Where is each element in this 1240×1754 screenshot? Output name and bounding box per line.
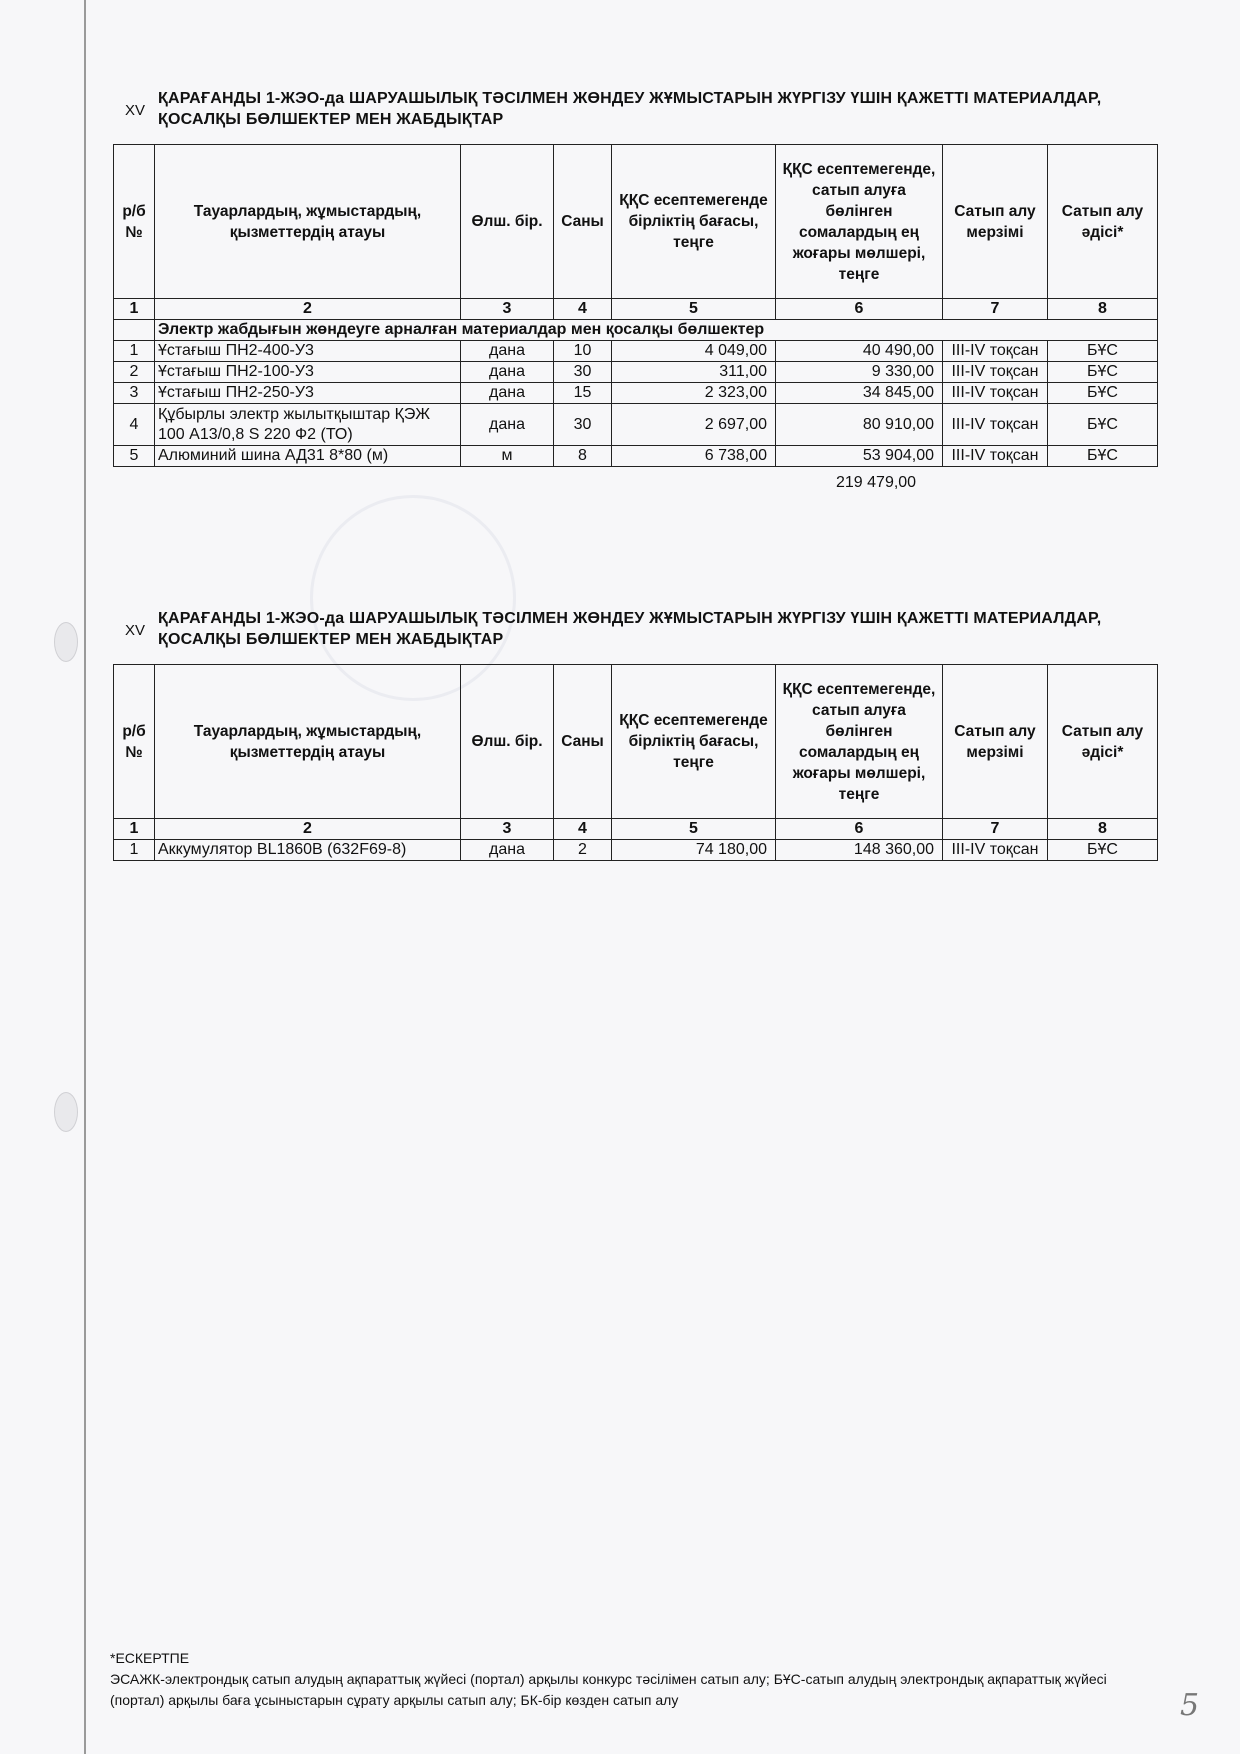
cell-price: 2 697,00 (612, 404, 776, 446)
section-title: ҚАРАҒАНДЫ 1-ЖЭО-да ШАРУАШЫЛЫҚ ТӘСІЛМЕН ЖӨНДЕУ ЖҰМЫСТАРЫН ЖҮРГІЗУ ҮШІН ҚАЖЕТТІ МАТЕРИАЛДАР, ҚОСАЛҚЫ БӨЛШЕКТЕР МЕН ЖАБДЫҚТАР (158, 90, 1102, 128)
cell-no: 5 (114, 446, 155, 467)
cell-unit: дана (461, 840, 554, 861)
punch-hole (54, 622, 78, 662)
col-header-qty: Саны (554, 145, 612, 299)
cell-no: 3 (114, 383, 155, 404)
col-number: 1 (114, 299, 155, 320)
table-row (114, 840, 1158, 861)
cell-sum: 34 845,00 (776, 383, 943, 404)
cell-method: БҰС (1048, 341, 1158, 362)
col-number: 2 (155, 819, 461, 840)
cell-no: 4 (114, 404, 155, 446)
col-number: 7 (943, 819, 1048, 840)
section-roman-number: XV (125, 102, 146, 119)
binding-margin-line (84, 0, 86, 1754)
col-header-price: ҚҚС есептемегенде бірліктің бағасы, теңге (612, 665, 776, 819)
col-number: 2 (155, 299, 461, 320)
cell-price: 6 738,00 (612, 446, 776, 467)
cell-unit: дана (461, 404, 554, 446)
col-header-no: р/б № (114, 665, 155, 819)
cell-name: Алюминий шина АД31 8*80 (м) (155, 446, 461, 467)
section-title: ҚАРАҒАНДЫ 1-ЖЭО-да ШАРУАШЫЛЫҚ ТӘСІЛМЕН ЖӨНДЕУ ЖҰМЫСТАРЫН ЖҮРГІЗУ ҮШІН ҚАЖЕТТІ МАТЕРИАЛДАР, ҚОСАЛҚЫ БӨЛШЕКТЕР МЕН ЖАБДЫҚТАР (158, 610, 1102, 648)
cell-unit: дана (461, 362, 554, 383)
group-spacer (114, 320, 155, 341)
col-number: 6 (776, 819, 943, 840)
cell-term: III-IV тоқсан (943, 404, 1048, 446)
cell-term: III-IV тоқсан (943, 446, 1048, 467)
cell-no: 1 (114, 341, 155, 362)
cell-method: БҰС (1048, 404, 1158, 446)
col-number: 6 (776, 299, 943, 320)
cell-method: БҰС (1048, 383, 1158, 404)
cell-no: 1 (114, 840, 155, 861)
col-header-unit: Өлш. бір. (461, 665, 554, 819)
col-header-name: Тауарлардың, жұмыстардың, қызметтердің атауы (155, 665, 461, 819)
section-1-total: 219 479,00 (836, 474, 917, 491)
col-number: 4 (554, 819, 612, 840)
cell-qty: 8 (554, 446, 612, 467)
column-number-row (114, 299, 1158, 320)
table-row (114, 383, 1158, 404)
col-header-method: Сатып алу әдісі* (1048, 145, 1158, 299)
footnote-text: ЭСАЖК-электрондық сатып алудың ақпараттық жүйесі (портал) арқылы конкурс тәсілімен сатып алу; БҰС-сатып алудың электрондық ақпараттық жүйесі (портал) арқылы баға ұсыныстарын сұрату арқылы сатып алу; БК-бір көзден сатып алу (110, 1671, 1107, 1708)
cell-qty: 2 (554, 840, 612, 861)
col-header-term: Сатып алу мерзімі (943, 665, 1048, 819)
section-2-header (113, 608, 1157, 664)
section-1 (113, 88, 1157, 467)
cell-price: 311,00 (612, 362, 776, 383)
cell-name: Аккумулятор BL1860B (632F69-8) (155, 840, 461, 861)
materials-table-2 (113, 664, 1158, 861)
col-header-sum: ҚҚС есептемегенде, сатып алуға бөлінген сомалардың ең жоғары мөлшері, теңге (776, 145, 943, 299)
cell-qty: 10 (554, 341, 612, 362)
cell-name: Ұстағыш ПН2-400-У3 (155, 341, 461, 362)
col-number: 8 (1048, 299, 1158, 320)
column-number-row (114, 819, 1158, 840)
cell-term: III-IV тоқсан (943, 383, 1048, 404)
footnote-label: *ЕСКЕРТПЕ (110, 1650, 190, 1666)
col-header-unit: Өлш. бір. (461, 145, 554, 299)
col-number: 5 (612, 299, 776, 320)
cell-no: 2 (114, 362, 155, 383)
cell-sum: 9 330,00 (776, 362, 943, 383)
group-title: Электр жабдығын жөндеуге арналған материалдар мен қосалқы бөлшектер (155, 320, 1158, 341)
cell-qty: 30 (554, 362, 612, 383)
cell-qty: 15 (554, 383, 612, 404)
col-number: 7 (943, 299, 1048, 320)
cell-term: III-IV тоқсан (943, 362, 1048, 383)
cell-sum: 53 904,00 (776, 446, 943, 467)
col-header-term: Сатып алу мерзімі (943, 145, 1048, 299)
cell-qty: 30 (554, 404, 612, 446)
cell-sum: 80 910,00 (776, 404, 943, 446)
col-number: 1 (114, 819, 155, 840)
cell-method: БҰС (1048, 446, 1158, 467)
col-header-no: р/б № (114, 145, 155, 299)
cell-price: 4 049,00 (612, 341, 776, 362)
cell-method: БҰС (1048, 362, 1158, 383)
table-row (114, 341, 1158, 362)
cell-unit: м (461, 446, 554, 467)
cell-name: Құбырлы электр жылытқыштар ҚЭЖ 100 А13/0,8 S 220 Ф2 (ТО) (155, 404, 461, 446)
page-number: 5 (1180, 1688, 1200, 1723)
col-number: 8 (1048, 819, 1158, 840)
cell-term: III-IV тоқсан (943, 341, 1048, 362)
cell-name: Ұстағыш ПН2-250-У3 (155, 383, 461, 404)
section-2 (113, 608, 1157, 861)
table-header-row (114, 145, 1158, 299)
cell-unit: дана (461, 383, 554, 404)
col-number: 3 (461, 299, 554, 320)
cell-unit: дана (461, 341, 554, 362)
section-1-header (113, 88, 1157, 144)
cell-price: 74 180,00 (612, 840, 776, 861)
table-row (114, 446, 1158, 467)
footnote (110, 1648, 1150, 1711)
table-row (114, 404, 1158, 446)
cell-sum: 148 360,00 (776, 840, 943, 861)
materials-table-1 (113, 144, 1158, 467)
col-header-sum: ҚҚС есептемегенде, сатып алуға бөлінген сомалардың ең жоғары мөлшері, теңге (776, 665, 943, 819)
col-header-qty: Саны (554, 665, 612, 819)
cell-sum: 40 490,00 (776, 341, 943, 362)
cell-method: БҰС (1048, 840, 1158, 861)
punch-hole (54, 1092, 78, 1132)
group-title-row (114, 320, 1158, 341)
col-header-price: ҚҚС есептемегенде бірліктің бағасы, теңге (612, 145, 776, 299)
section-roman-number: XV (125, 622, 146, 639)
col-header-name: Тауарлардың, жұмыстардың, қызметтердің атауы (155, 145, 461, 299)
cell-name: Ұстағыш ПН2-100-У3 (155, 362, 461, 383)
col-number: 5 (612, 819, 776, 840)
col-number: 4 (554, 299, 612, 320)
cell-term: III-IV тоқсан (943, 840, 1048, 861)
cell-price: 2 323,00 (612, 383, 776, 404)
col-number: 3 (461, 819, 554, 840)
table-header-row (114, 665, 1158, 819)
table-row (114, 362, 1158, 383)
col-header-method: Сатып алу әдісі* (1048, 665, 1158, 819)
